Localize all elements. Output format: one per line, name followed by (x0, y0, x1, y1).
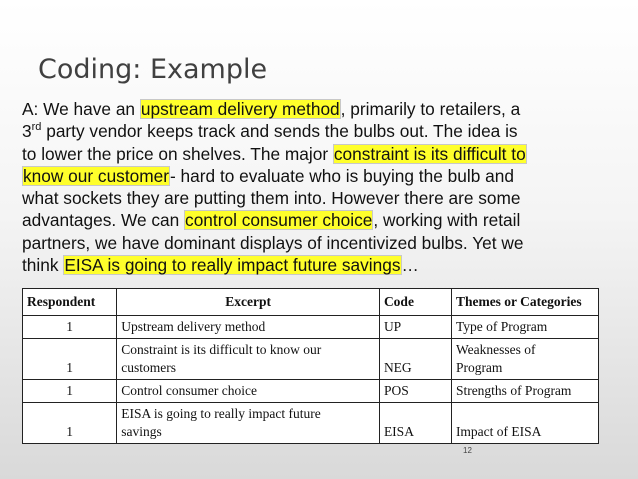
column-header-themes: Themes or Categories (451, 289, 598, 316)
paragraph-line (22, 209, 622, 231)
theme-text: Program (455, 360, 503, 375)
excerpt-text: EISA is going to really impact future (121, 406, 321, 421)
excerpt-text: Upstream delivery method (121, 319, 266, 334)
text-run: advantages. We can (22, 210, 185, 231)
highlighted-code-phrase: control consumer choice (185, 210, 373, 231)
interview-excerpt-paragraph (22, 98, 622, 276)
cell-excerpt (117, 316, 380, 339)
paragraph-line (22, 120, 622, 142)
excerpt-text: savings (121, 424, 162, 439)
slide-title: Coding: Example (38, 54, 268, 85)
superscript: rd (31, 121, 42, 134)
page-number: 12 (463, 446, 472, 455)
excerpt-text: Constraint is its difficult to know our (121, 342, 322, 357)
text-run: what sockets they are putting them into. However there are some (22, 188, 521, 209)
paragraph-line (22, 187, 622, 209)
paragraph-line (22, 98, 622, 120)
cell-respondent: 1 (23, 339, 117, 380)
text-run: , working with retail (373, 210, 521, 231)
theme-text: Impact of EISA (455, 424, 542, 439)
cell-excerpt (117, 380, 380, 403)
text-run: party vendor keeps track and sends the bulbs out. The idea is (41, 121, 518, 142)
cell-theme (451, 339, 598, 380)
text-run: to lower the price on shelves. The major (22, 143, 333, 164)
cell-respondent: 1 (23, 316, 117, 339)
cell-respondent: 1 (23, 403, 117, 444)
paragraph-line (22, 232, 622, 254)
highlighted-code-phrase: upstream delivery method (140, 99, 340, 119)
coding-table (22, 288, 599, 444)
highlighted-code-phrase: know our customer (23, 165, 169, 186)
cell-code: EISA (379, 403, 451, 444)
cell-excerpt (117, 339, 380, 380)
paragraph-line (22, 254, 622, 276)
cell-code: POS (379, 380, 451, 403)
cell-theme (451, 380, 598, 403)
highlighted-code-phrase: EISA is going to really impact future savings (64, 255, 401, 276)
column-header-excerpt: Excerpt (117, 289, 380, 316)
cell-code: NEG (379, 339, 451, 380)
cell-excerpt (117, 403, 380, 444)
text-run: 3 (22, 121, 32, 142)
theme-text: Strengths of Program (455, 383, 572, 398)
cell-theme (451, 403, 598, 444)
column-header-code: Code (379, 289, 451, 316)
text-run: A: We have an (22, 99, 140, 119)
table-header-row (23, 289, 599, 316)
paragraph-line (22, 143, 622, 165)
cell-respondent: 1 (23, 380, 117, 403)
table-row (23, 380, 599, 403)
column-header-respondent: Respondent (23, 289, 117, 316)
highlighted-code-phrase: constraint is its difficult to (333, 143, 526, 164)
theme-text: Weaknesses of (455, 342, 536, 357)
excerpt-text: customers (121, 360, 177, 375)
table-row (23, 316, 599, 339)
text-run: , primarily to retailers, a (340, 99, 521, 119)
cell-theme (451, 316, 598, 339)
paragraph-line (22, 165, 622, 187)
excerpt-text: Control consumer choice (121, 383, 258, 398)
text-run: … (401, 255, 419, 276)
table-row (23, 403, 599, 444)
text-run: think (22, 255, 64, 276)
theme-text: Type of Program (455, 319, 548, 334)
table-row (23, 339, 599, 380)
text-run: partners, we have dominant displays of incentivized bulbs. Yet we (22, 232, 524, 253)
text-run: - hard to evaluate who is buying the bulb and (170, 165, 514, 186)
cell-code: UP (379, 316, 451, 339)
